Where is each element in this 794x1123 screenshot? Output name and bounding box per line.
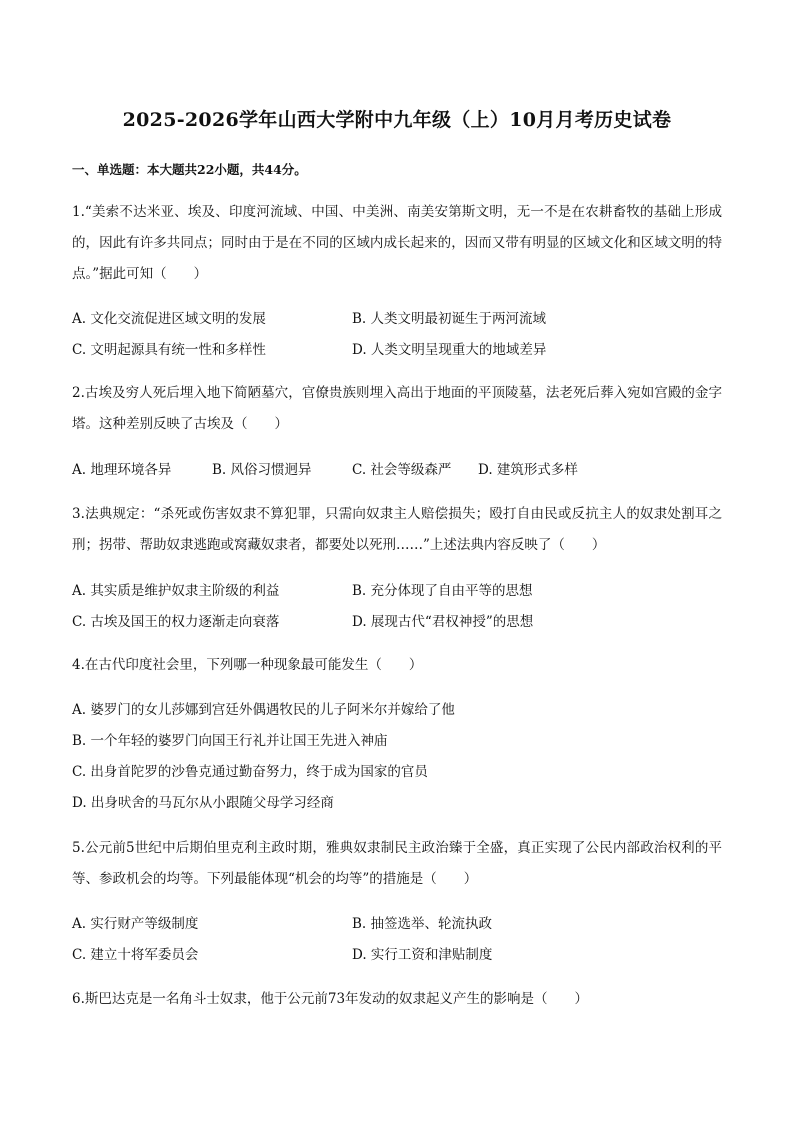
question-5-option-b[interactable]: B. 抽签选举、轮流执政 — [352, 916, 493, 932]
question-2-option-d[interactable]: D. 建筑形式多样 — [478, 462, 578, 478]
question-2-option-a[interactable]: A. 地理环境各异 — [72, 462, 172, 478]
question-4-option-d[interactable]: D. 出身吠舍的马瓦尔从小跟随父母学习经商 — [72, 795, 334, 811]
question-1-stem: 1.“美索不达米亚、埃及、印度河流域、中国、中美洲、南美安第斯文明，无一不是在农耕畜牧的基础上形成的，因此有许多共同点；同时由于是在不同的区域内成长起来的，因而又带有明显的区域文化和区域文明的特点。”据此可知（ ） — [72, 204, 722, 282]
question-4-stem: 4.在古代印度社会里，下列哪一种现象最可能发生（ ） — [72, 657, 423, 673]
question-4-option-c[interactable]: C. 出身首陀罗的沙鲁克通过勤奋努力，终于成为国家的官员 — [72, 764, 428, 780]
question-5-stem: 5.公元前5世纪中后期伯里克利主政时期，雅典奴隶制民主政治臻于全盛，真正实现了公民内部政治权利的平等、参政机会的均等。下列最能体现“机会的均等”的措施是（ ） — [72, 840, 722, 887]
question-2-stem: 2.古埃及穷人死后埋入地下简陋墓穴，官僚贵族则埋入高出于地面的平顶陵墓，法老死后葬入宛如宫殿的金字塔。这种差别反映了古埃及（ ） — [72, 385, 722, 432]
section-heading: 一、单选题：本大题共22小题，共44分。 — [72, 162, 307, 177]
question-2-option-b[interactable]: B. 风俗习惯迥异 — [212, 462, 312, 478]
question-1-option-d[interactable]: D. 人类文明呈现重大的地域差异 — [352, 342, 547, 358]
question-3-option-b[interactable]: B. 充分体现了自由平等的思想 — [352, 583, 533, 599]
question-3-option-d[interactable]: D. 展现古代“君权神授”的思想 — [352, 614, 534, 630]
question-5-option-c[interactable]: C. 建立十将军委员会 — [72, 947, 199, 963]
question-1-option-c[interactable]: C. 文明起源具有统一性和多样性 — [72, 342, 266, 358]
question-1-option-b[interactable]: B. 人类文明最初诞生于两河流域 — [352, 311, 547, 327]
question-1-option-a[interactable]: A. 文化交流促进区域文明的发展 — [72, 311, 266, 327]
question-5-option-a[interactable]: A. 实行财产等级制度 — [72, 916, 199, 932]
question-4-option-b[interactable]: B. 一个年轻的婆罗门向国王行礼并让国王先进入神庙 — [72, 733, 388, 749]
question-6-stem: 6.斯巴达克是一名角斗士奴隶，他于公元前73年发动的奴隶起义产生的影响是（ ） — [72, 991, 589, 1007]
question-3-option-c[interactable]: C. 古埃及国王的权力逐渐走向衰落 — [72, 614, 280, 630]
question-3-stem: 3.法典规定：“杀死或伤害奴隶不算犯罪，只需向奴隶主人赔偿损失；殴打自由民或反抗主人的奴隶处割耳之刑；拐带、帮助奴隶逃跑或窝藏奴隶者，都要处以死刑……”上述法典内容反映了（ ） — [72, 506, 722, 553]
question-3-option-a[interactable]: A. 其实质是维护奴隶主阶级的利益 — [72, 583, 280, 599]
question-5-option-d[interactable]: D. 实行工资和津贴制度 — [352, 947, 493, 963]
exam-title: 2025-2026学年山西大学附中九年级（上）10月月考历史试卷 — [122, 109, 672, 131]
question-2-option-c[interactable]: C. 社会等级森严 — [352, 462, 452, 478]
question-4-option-a[interactable]: A. 婆罗门的女儿莎娜到宫廷外偶遇牧民的儿子阿米尔并嫁给了他 — [72, 702, 455, 718]
